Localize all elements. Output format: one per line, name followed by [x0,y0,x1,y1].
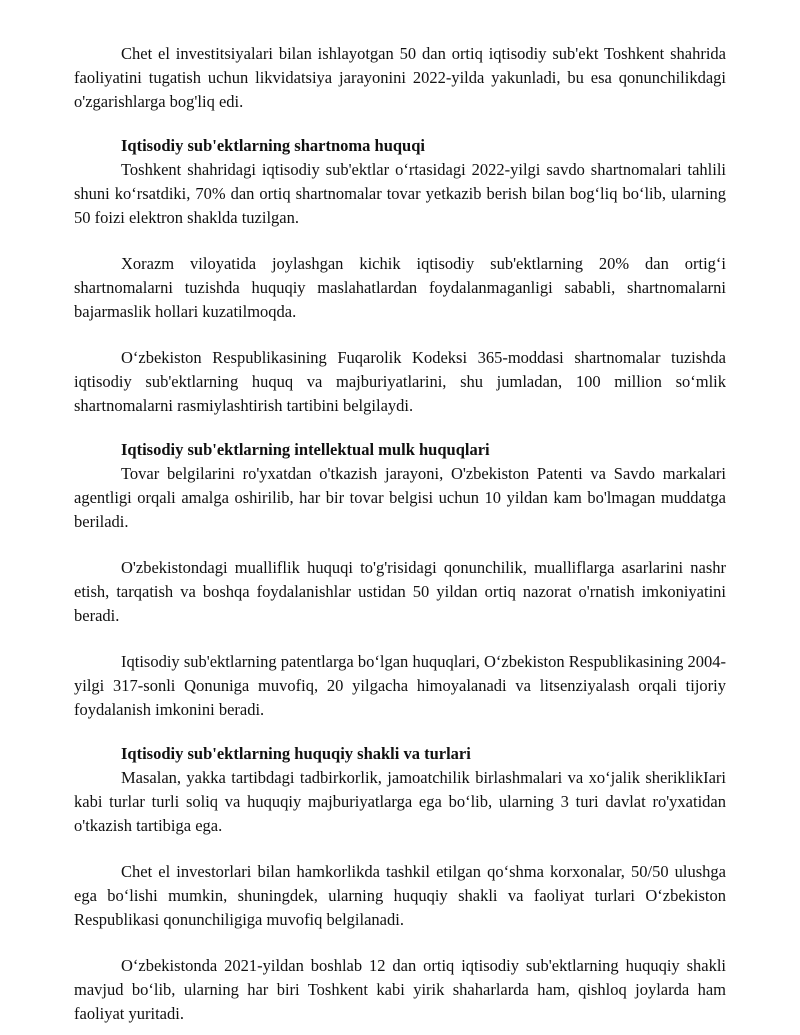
paragraph-spacer [74,230,726,252]
paragraph-patents: Iqtisodiy sub'ektlarning patentlarga bo‘lgan huquqlari, O‘zbekiston Respublikasining 2004-yilgi 317-sonli Qonuniga muvofiq, 20 yilgacha himoyalanadi va litsenziyalash orqali tijoriy foydalanish imkonini beradi. [74,652,726,719]
paragraph-spacer [74,628,726,650]
heading-contract-law: Iqtisodiy sub'ektlarning shartnoma huquqi [121,136,425,155]
paragraph-joint-ventures: Chet el investorlari bilan hamkorlikda tashkil etilgan qo‘shma korxonalar, 50/50 ulushga ega bo‘lishi mumkin, shuningdek, ularning huquqiy shakli va faoliyat turlari O‘zbekiston Respublikasi qonunchiligiga muvofiq belgilanadi. [74,862,726,929]
paragraph-khorezm-contracts: Xorazm viloyatida joylashgan kichik iqtisodiy sub'ektlarning 20% dan ortig‘i shartnomalarni tuzishda huquqiy maslahatlardan foydalanmaganligi sababli, shartnomalarni bajarmaslik hollari kuzatilmoqda. [74,254,726,321]
paragraph-copyright: O'zbekistondagi mualliflik huquqi to'g'risidagi qonunchilik, mualliflarga asarlarini nashr etish, tarqatish va boshqa foydalanishlar ustidan 50 yildan ortiq nazorat o'rnatish imkoniyatini beradi. [74,558,726,625]
paragraph-liquidation: Chet el investitsiyalari bilan ishlayotgan 50 dan ortiq iqtisodiy sub'ekt Toshkent shahrida faoliyatini tugatish uchun likvidatsiya jarayonini 2022-yilda yakunladi, bu esa qonunchilikdagi o'zgarishlarga bog'liq edi. [74,44,726,111]
paragraph-entity-types: Masalan, yakka tartibdagi tadbirkorlik, jamoatchilik birlashmalari va xo‘jalik sheriklikIari kabi turlar turli soliq va huquqiy majburiyatlarga ega bo‘lib, ularning 3 turi davlat ro'yxatidan o'tkazish tartibiga ega. [74,768,726,835]
paragraph-trade-contracts: Toshkent shahridagi iqtisodiy sub'ektlar o‘rtasidagi 2022-yilgi savdo shartnomalari tahlili shuni ko‘rsatdiki, 70% dan ortiq shartnomalar tovar yetkazib berish bilan bog‘liq bo‘lib, ularning 50 foizi elektron shaklda tuzilgan. [74,160,726,227]
paragraph-spacer [74,324,726,346]
paragraph-spacer [74,932,726,954]
paragraph-trademarks: Tovar belgilarini ro'yxatdan o'tkazish jarayoni, O'zbekiston Patenti va Savdo markalari agentligi orqali amalga oshirilib, har bir tovar belgisi uchun 10 yildan kam bo'lmagan muddatga beriladi. [74,464,726,531]
heading-legal-forms: Iqtisodiy sub'ektlarning huquqiy shakli va turlari [121,744,471,763]
document-page [74,42,726,1026]
paragraph-civil-code: O‘zbekiston Respublikasining Fuqarolik Kodeksi 365-moddasi shartnomalar tuzishda iqtisodiy sub'ektlarning huquq va majburiyatlarini, shu jumladan, 100 million so‘mlik shartnomalarni rasmiylashtirish tartibini belgilaydi. [74,348,726,415]
heading-intellectual-property: Iqtisodiy sub'ektlarning intellektual mulk huquqlari [121,440,490,459]
paragraph-legal-forms-2021: O‘zbekistonda 2021-yildan boshlab 12 dan ortiq iqtisodiy sub'ektlarning huquqiy shakli mavjud bo‘lib, ularning har biri Toshkent kabi yirik shaharlarda ham, qishloq joylarda ham faoliyat yuritadi. [74,956,726,1023]
paragraph-spacer [74,838,726,860]
paragraph-spacer [74,534,726,556]
